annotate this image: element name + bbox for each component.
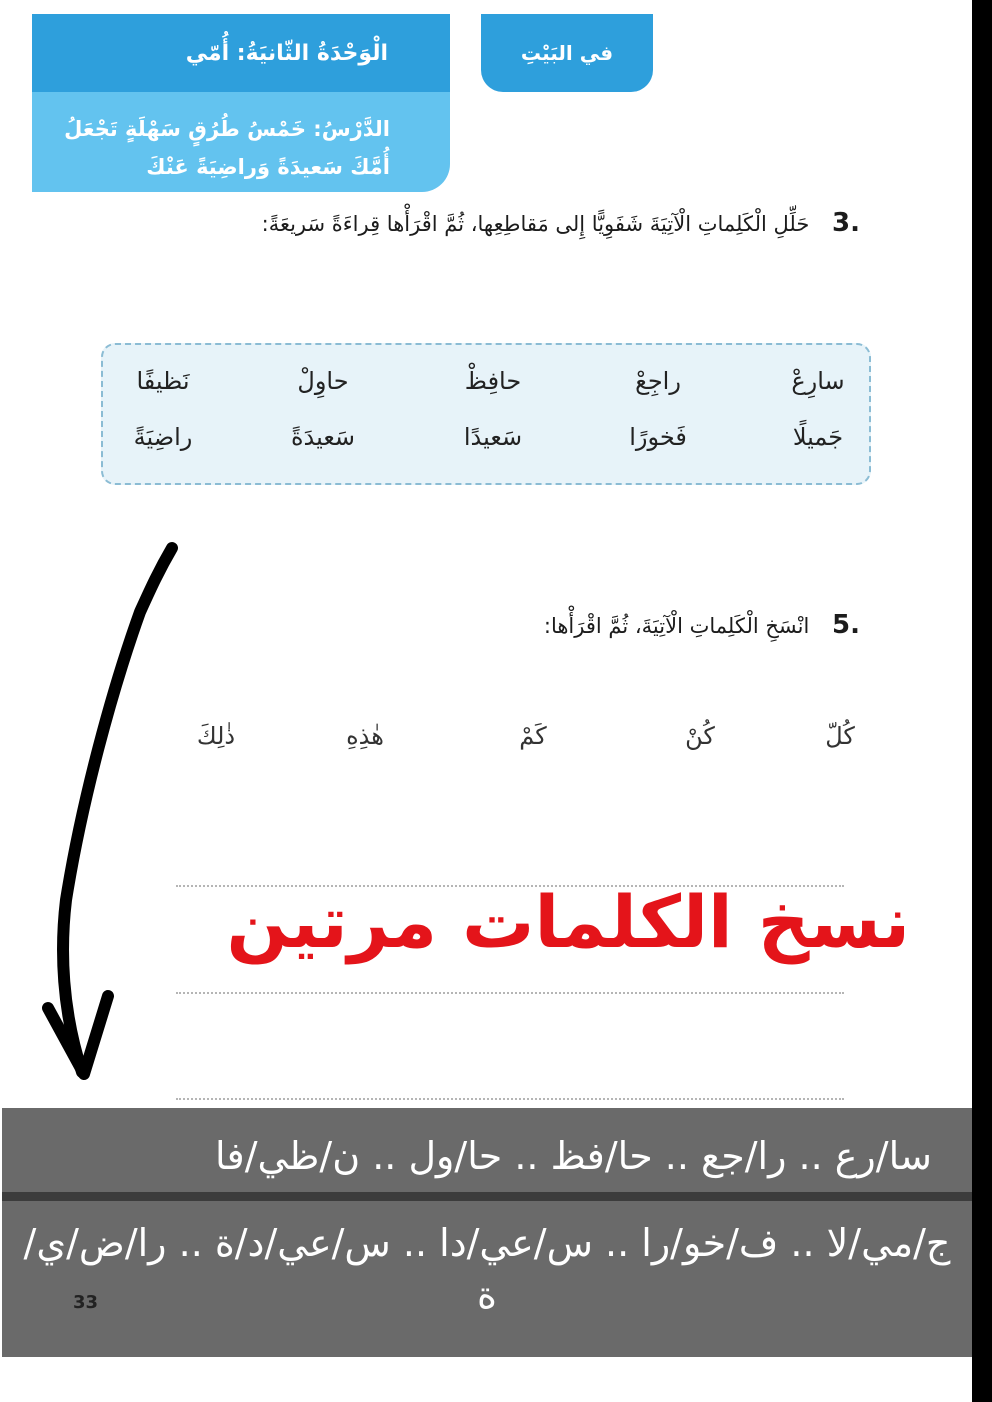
word-item: سَعيدَةً: [290, 423, 356, 451]
question-5-number: .5: [832, 610, 860, 640]
word-item: نَظيفًا: [136, 367, 190, 395]
question-3-number: .3: [832, 208, 860, 238]
word-item: سارِعْ: [791, 367, 845, 395]
question-3: [200, 208, 860, 238]
home-label: في البَيْتِ: [481, 14, 653, 92]
word-item: جَميلًا: [792, 423, 844, 451]
page-number: 33: [73, 1292, 99, 1313]
word-item: حاوِلْ: [297, 367, 349, 395]
copy-word: كُنْ: [685, 722, 715, 750]
answer-line-1: سا/رع .. را/جع .. حا/فظ .. حا/ول .. ن/ظي/فا: [2, 1108, 972, 1192]
writing-line: [176, 1098, 844, 1100]
lesson-title: الدَّرْسُ: خَمْسُ طُرُقٍ سَهْلَةٍ تَجْعَلُ أُمَّكَ سَعيدَةً وَراضِيَةً عَنْكَ: [32, 92, 450, 192]
copy-word: ذٰلِكَ: [196, 722, 236, 750]
copy-word: هٰذِهِ: [346, 722, 384, 750]
copy-word: كَمْ: [519, 722, 547, 750]
word-item: سَعيدًا: [463, 423, 523, 451]
answer-line-2: ج/مي/لا .. ف/خو/را .. س/عي/دا .. س/عي/د/ة .. را/ض/ي/ة: [2, 1201, 972, 1357]
answer-divider: [2, 1192, 972, 1201]
question-3-text: حَلِّلِ الْكَلِماتِ الْآتِيَةَ شَفَوِيًّا إِلى مَقاطِعِها، ثُمَّ اقْرَأْها قِراءَةً سَريعَةً:: [261, 212, 810, 236]
copy-word: كُلّ: [825, 722, 855, 750]
question-5-text: انْسَخِ الْكَلِماتِ الْآتِيَةَ، ثُمَّ اقْرَأْها:: [543, 614, 810, 638]
handwritten-note: نسخ الكلمات مرتين: [226, 880, 910, 964]
unit-title: الْوَحْدَةُ الثّانيَةُ: أُمّي: [32, 14, 450, 92]
writing-line: [176, 992, 844, 994]
word-item: راجِعْ: [635, 367, 681, 395]
right-edge-bar: [972, 0, 992, 1402]
question-5: [400, 610, 860, 640]
word-item: حافِظْ: [464, 367, 522, 395]
word-item: راضِيَةً: [133, 423, 193, 451]
word-item: فَخورًا: [629, 423, 687, 451]
